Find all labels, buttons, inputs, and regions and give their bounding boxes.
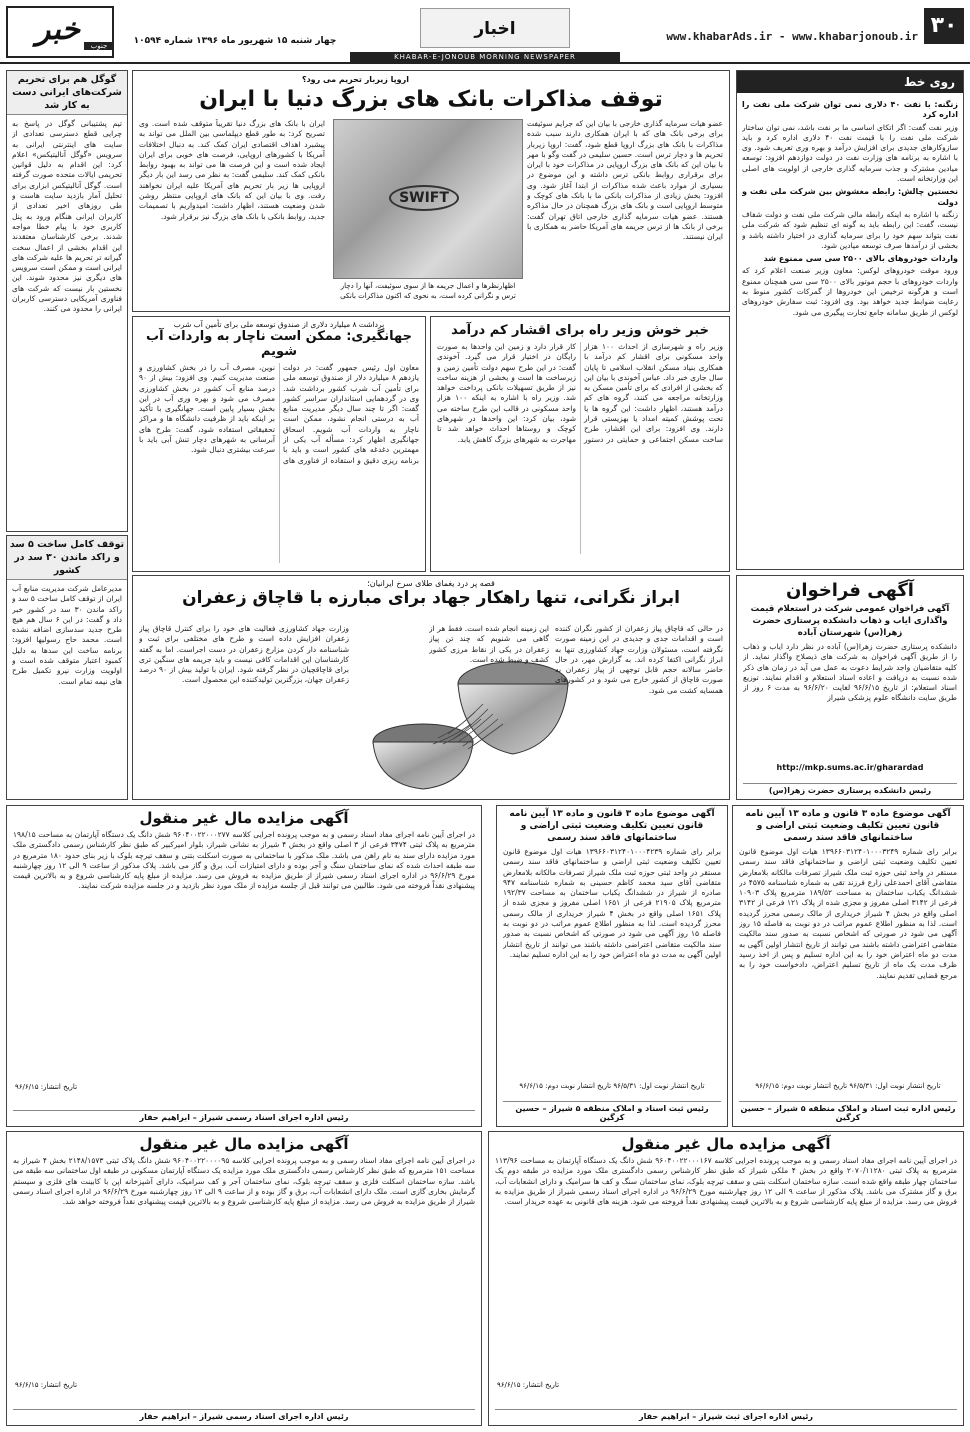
story-headline: جهانگیری: ممکن است ناچار به واردات آب شویم: [146, 329, 412, 359]
ad-title: آگهی فراخوان: [786, 580, 914, 601]
column-header: روی خط: [737, 71, 963, 93]
dams-story: [6, 535, 128, 800]
story-column-middle: این زمینه انجام شده است. فقط هر از گاهی می شنویم که چند تن پیاز زعفران در یکی از نقاط مرزی کشور کشف و ضبط شده است.: [429, 624, 549, 664]
story-headline: توقف مذاکرات بانک های بزرگ دنیا با ایران: [199, 87, 663, 112]
google-sanctions-story: [6, 70, 128, 532]
story-headline: ابراز نگرانی، تنها راهکار جهاد برای مبارزه با قاچاق زعفران: [182, 588, 680, 608]
saffron-story: [132, 575, 730, 800]
story-title: توقف کامل ساخت ۵ سد و راکد ماندن ۳۰ سد در کشور: [7, 536, 127, 580]
call-advertisement: [736, 575, 964, 800]
story-kicker: برداشت ۸ میلیارد دلاری از صندوق توسعه ملی برای تأمین آب شرب: [173, 320, 385, 329]
news-body: ورود موقت خودروهای لوکس: معاون وزیر صنعت اعلام کرد که واردات خودروهای با حجم موتور بالای ۲۵۰۰ سی سی همچنان ممنوع است و هرگونه ترخیص این خودروها از گمرکات کشور منوط به رعایت ضوابط جدید خواهد بود. وی افزود: ثبت سفارش خودروهای لوکس از طریق سامانه جامع تجارت پیگیری می شود.: [742, 266, 958, 317]
notice-signature: رئیس اداره اجرای اسناد رسمی شیراز – ابراهیم حفار: [13, 1409, 475, 1421]
banknotes-photo: [333, 119, 523, 279]
story-kicker: اروپا زیربار تحریم می رود؟: [301, 75, 409, 84]
column-body: [742, 97, 958, 567]
notice-body: برابر رای شماره ۱۳۹۶۶۰۳۱۲۴۰۱۰۰۰۳۲۴۹ هیات اول موضوع قانون تعیین تکلیف وضعیت ثبتی اراضی و ساختمانهای فاقد سند رسمی مستقر در واحد ثبتی حوزه ثبت ملک شیراز تصرفات مالکانه بلامعارض متقاضی آقای احمدعلی زارع فرزند تقی به شماره شناسنامه ۴۵۷۵ در ششدانگ یکباب ساختمان به مساحت ۱۸۹/۵۲ مترمربع پلاک ۱۰۹۰۳ فرعی از ۳۱۴۲ اصلی مفروز و مجزی شده از پلاک ۱۲۱ فرعی از ۳۱۴۲ اصلی واقع در بخش ۴ شیراز خریداری از مالک رسمی محرز گردیده است. لذا به منظور اطلاع عموم مراتب در دو نوبت به فاصله ۱۵ روز آگهی می شود در صورتی که اشخاص نسبت به صدور سند مالکیت متقاضی اعتراضی داشته باشند می توانند از تاریخ انتشار اولین آگهی به مدت دو ماه اعتراض خود را به این اداره تسلیم و پس از اخذ رسید ظرف مدت یک ماه از تاریخ تسلیم اعتراض، دادخواست خود را به مرجع قضایی تقدیم نمایند.: [739, 847, 957, 980]
ad-subtitle: آگهی فراخوان عمومی شرکت در استعلام قیمت واگذاری ایاب و ذهاب دانشکده پرستاری حضرت زهرا(س) شهرستان آباده: [750, 604, 950, 638]
notice-body: برابر رای شماره ۱۳۹۶۶۰۳۱۲۴۰۱۰۰۰۴۲۳۹ هیات اول موضوع قانون تعیین تکلیف وضعیت ثبتی اراضی و ساختمانهای فاقد سند رسمی مستقر در واحد ثبتی حوزه ثبت ملک شیراز تصرفات مالکانه بلامعارض متقاضی آقای سید محمد کاظم حسینی به شماره شناسنامه ۹۴۷ صادره از شیراز در ششدانگ یکباب ساختمان به مساحت ۱۹۲/۳۷ مترمربع پلاک ۲۱۹۰۵ فرعی از ۱۶۵۱ اصلی مفروز و مجزی شده از پلاک ۱۶۵۱ اصلی واقع در بخش ۴ شیراز خریداری از مالک رسمی محرز گردیده است. لذا به منظور اطلاع عموم مراتب در دو نوبت به فاصله ۱۵ روز آگهی می شود در صورتی که اشخاص نسبت به صدور سند مالکیت متقاضی اعتراضی داشته باشند می توانند از تاریخ انتشار اولین آگهی به مدت دو ماه اعتراض خود را به این اداره تسلیم نمایند.: [503, 847, 721, 959]
news-body: زنگنه با اشاره به اینکه رابطه مالی شرکت ملی نفت و دولت شفاف نیست، گفت: این رابطه باید به گونه ای تنظیم شود که شرکت ملی نفت بتواند سهم خود را برای سرمایه گذاری در اختیار داشته باشد و بخشی از درآمدها صرف توسعه میادین شود.: [742, 209, 958, 250]
news-headline: زنگنه: با نفت ۴۰ دلاری نمی توان شرکت ملی نفت را اداره کرد: [742, 100, 958, 120]
story-column-left: ایران با بانک های بزرگ دنیا تقریباً متوقف شده است. وی تصریح کرد: به طور قطع دیپلماسی بین الملل می تواند به پیشبرد اهداف اقتصادی ایران کمک کند. به دنبال اختلافات آمریکا با کشورهای اروپایی، فرصت های خوبی برای ایران ایجاد شده است و این فرصت ها می تواند به بهبود روابط بانکی کمک کند. سلیمی گفت: به نظر می رسد این بار دیگر اروپایی ها زیر بار تحریم های آمریکا علیه ایران نخواهند رفت. وی با بیان این که بانک های اروپایی منتظر روشن شدن وضعیت هستند، اظهار داشت: امیدواریم با تصمیمات جدید، روابط بانکی با بانک های بزرگ نیز برقرار شود.: [139, 119, 325, 221]
story-body: معاون اول رئیس جمهور گفت: در دولت یازدهم ۸ میلیارد دلار از صندوق توسعه ملی برای تأمین آب شرب کشور برداشت شد. وی در گردهمایی استانداران سراسر کشور گفت: اگر تا چند سال دیگر مدیریت منابع آب به درستی انجام نشود، ممکن است ناچار به واردات آب شویم. اسحاق جهانگیری اظهار کرد: مسأله آب یکی از مهمترین دغدغه های کشور است و باید با برنامه ریزی دقیق و استفاده از فناوری های نوین، مصرف آب را در بخش کشاورزی و صنعت مدیریت کنیم. وی افزود: بیش از ۹۰ درصد منابع آب کشور در بخش کشاورزی مصرف می شود و بهره وری آب در این بخش بسیار پایین است. جهانگیری با تأکید بر اینکه باید از ظرفیت دانشگاه ها و مراکز تحقیقاتی استفاده شود، گفت: طرح های آبرسانی به شهرهای دچار تنش آبی باید با سرعت بیشتری دنبال شود.: [139, 363, 419, 465]
notice-dates: تاریخ انتشار نوبت اول: ۹۶/۵/۳۱ تاریخ انتشار نوبت دوم: ۹۶/۶/۱۵: [519, 1082, 705, 1090]
notice-dates: تاریخ انتشار: ۹۶/۶/۱۵: [15, 1381, 78, 1389]
site-urls[interactable]: www.khabarAds.ir - www.khabarjonoub.ir: [666, 30, 918, 43]
swift-lead-story: [132, 70, 730, 312]
logo-sub: جنوب: [84, 42, 114, 50]
ad-url[interactable]: http://mkp.sums.ac.ir/gharardad: [776, 763, 924, 772]
story-headline: خبر خوش وزیر راه برای اقشار کم درآمد: [451, 323, 709, 338]
story-column-right: عضو هیات سرمایه گذاری خارجی با بیان این که جرایم سوئیفت برای برخی بانک های که با ایران همکاری دارند سبب شده مذاکرات با بانک های بزرگ اروپا قطع شود، گفت: اروپا زیربار تحریم ها و دچار ترس است. حسین سلیمی در گفت وگو با مهر با بیان این که بانک های بزرگ اروپایی در مذاکرات خود با ایران برای برقراری روابط بانکی ترس داشته و این موضوع در بسیاری از موارد باعث شده مذاکرات از ابتدا آغاز شود. وی افزود: بخش زیادی از مذاکرات بانکی ما با بانک های کوچک و متوسط اروپایی است و بانک های بزرگ همچنان در حال مذاکره هستند. عضو هیات سرمایه گذاری خارجی اتاق تهران گفت: برخی از بانک ها از ترس جریمه های آمریکا حاضر به همکاری با ایران نیستند.: [527, 119, 723, 242]
notice-title: آگهی مزایده مال غیر منقول: [621, 1135, 831, 1153]
notice-dates: تاریخ انتشار: ۹۶/۶/۱۵: [497, 1381, 560, 1389]
notice-title: آگهی مزایده مال غیر منقول: [139, 1135, 349, 1153]
news-body: وزیر نفت گفت: اگر اتکای اساسی ما بر نفت باشد، نمی توان ساختار شرکت ملی نفت را با قیمت نفت ۴۰ دلاری اداره کرد و باید سازوکارهای جدیدی برای افزایش درآمد و بهره وری تعریف شود. وی با اشاره به برنامه های وزارت نفت در دولت دوازدهم افزود: توسعه میادین مشترک و جذب سرمایه گذاری خارجی از اولویت های اصلی این وزارتخانه است.: [742, 122, 958, 184]
story-column-right: در حالی که قاچاق پیاز زعفران از کشور نگران کننده است و اقدامات جدی و جدیدی در این زمینه صورت نگرفته است، مسئولان وزارت جهاد کشاورزی تنها به ابراز نگرانی اکتفا کرده اند. به گزارش مهر، در حال حاضر سالانه حجم قابل توجهی از پیاز زعفران به صورت قاچاق از کشور خارج می شود و در کشورهای همسایه کشت می شود.: [555, 624, 723, 695]
newspaper-subline: KHABAR-E-JONOUB MORNING NEWSPAPER: [350, 52, 620, 62]
story-body: مدیرعامل شرکت مدیریت منابع آب ایران از توقف کامل ساخت ۵ سد و راکد ماندن ۳۰ سد در کشور خبر داد و گفت: در این ۶ سال هم هیچ طرح جدید سدسازی اضافه نشده است. محمد حاج رسولیها افزود: برنامه ساخت این سدها به دلیل کمبود اعتبار متوقف شده است و اولویت وزارت نیرو تکمیل طرح های نیمه تمام است.: [12, 584, 122, 686]
notice-dates: تاریخ انتشار نوبت اول: ۹۶/۵/۳۱ تاریخ انتشار نوبت دوم: ۹۶/۶/۱۵: [755, 1082, 941, 1090]
issue-date-line: چهار شنبه ۱۵ شهریور ماه ۱۳۹۶ شماره ۱۰۵۹۴: [133, 36, 337, 46]
story-column-left: وزارت جهاد کشاورزی فعالیت های خود را برای کنترل قاچاق پیاز زعفران افزایش داده است و طرح های مختلفی برای ثبت و شناسنامه دار کردن مزارع زعفران در دست اجراست. اما به گفته کارشناسان این اقدامات کافی نیست و باید جریمه های سنگین تری برای قاچاقچیان در نظر گرفته شود. ایران با تولید بیش از ۹۰ درصد زعفران جهان، بزرگترین تولیدکننده این محصول است.: [139, 624, 349, 685]
news-headline: واردات خودروهای بالای ۲۵۰۰ سی سی ممنوع شد: [763, 254, 958, 264]
story-body: وزیر راه و شهرسازی از احداث ۱۰۰ هزار واحد مسکونی برای اقشار کم درآمد با همکاری بنیاد مسکن انقلاب اسلامی تا پایان سال جاری خبر داد. عباس آخوندی با بیان این که بخشی از افرادی که برای تأمین مسکن به وزارتخانه مراجعه می کنند، گروه های کم درآمد هستند، اظهار داشت: این گروه ها یا تحت پوشش کمیته امداد یا بهزیستی قرار دارند. وی افزود: برای این اقشار، طرح ساخت مسکن اجتماعی و حمایتی در دستور کار قرار دارد و زمین این واحدها به صورت رایگان در اختیار قرار می گیرد. آخوندی گفت: در این طرح سهم دولت تأمین زمین و زیرساخت ها است و بخشی از هزینه ساخت نیز از طریق تسهیلات بانکی پرداخت خواهد شد. وزیر راه با اشاره به اینکه ۱۰۰ هزار واحد مسکونی در قالب این طرح ساخته می شود، بیان کرد: این واحدها در شهرهای کوچک و روستاها احداث خواهد شد تا مهاجرت به شهرهای بزرگ کاهش یابد.: [437, 342, 723, 444]
ad-body: دانشکده پرستاری حضرت زهرا(س) آباده در نظر دارد ایاب و ذهاب را از طریق آگهی فراخوان به شرکت های ذیصلاح واگذار نماید. از کلیه متقاضیان واجد شرایط دعوت به عمل می آید در زمان های ذکر شده نسبت به دریافت و اعاده اسناد استعلام و اقدام نمایند. توزیع اسناد استعلام: از تاریخ ۹۶/۶/۱۵ لغایت ۹۶/۶/۲۰ به مدت ۶ روز از طریق سایت دانشگاه علوم پزشکی شیراز: [743, 642, 957, 703]
notice-title: آگهی مزایده مال غیر منقول: [139, 809, 349, 827]
story-title: گوگل هم برای تحریم شرکت‌های ایرانی دست به کار شد: [7, 71, 127, 115]
section-title: اخبار: [420, 8, 570, 48]
registration-notice-2: [496, 805, 728, 1127]
masthead: [0, 0, 970, 64]
notice-title: آگهی موضوع ماده ۳ قانون و ماده ۱۳ آیین نامه قانون تعیین تکلیف وضعیت ثبتی اراضی و ساختمانهای فاقد سند رسمی: [509, 809, 715, 843]
page-number: ۳۰: [924, 8, 964, 44]
auction-notice-5: [6, 1131, 482, 1426]
auction-notice-3: [6, 805, 482, 1127]
notice-signature: رئیس اداره اجرای ثبت شیراز – ابراهیم حفار: [495, 1409, 957, 1421]
swift-logo-text: SWIFT: [389, 185, 459, 211]
on-the-line-column: [736, 70, 964, 570]
auction-notice-4: [488, 1131, 964, 1426]
notice-dates: تاریخ انتشار: ۹۶/۶/۱۵: [15, 1083, 78, 1091]
water-import-story: [132, 316, 426, 572]
logo-word: خبر: [35, 12, 81, 47]
news-headline: نخستین چالش: رابطه مغشوش بین شرکت ملی نفت و دولت: [742, 187, 958, 207]
notice-title: آگهی موضوع ماده ۳ قانون و ماده ۱۳ آیین نامه قانون تعیین تکلیف وضعیت ثبتی اراضی و ساختمانهای فاقد سند رسمی: [745, 809, 951, 843]
photo-caption: اظهارنظرها و اعمال جریمه ها از سوی سوئیفت، آنها را دچار ترس و نگرانی کرده است، به نحوی که اکنون مذاکرات بانکی: [340, 282, 516, 300]
notice-signature: رئیس اداره ثبت اسناد و املاک منطقه ۵ شیراز – حسین کرگین: [739, 1101, 957, 1122]
notice-body: در اجرای آیین نامه اجرای مفاد اسناد رسمی و به موجب پرونده اجرایی کلاسه ۹۶۰۴۰۰۲۲۰۰۰۰۹۵ شش دانگ پلاک ثبتی ۲۱۴۸/۱۵۷۳ بخش ۴ شیراز به مساحت ۱۵۱ مترمربع که طبق نظر کارشناس رسمی دادگستری ملک مورد مزایده یک دستگاه آپارتمان مسکونی در طبقه اول ساختمانی سه طبقه می باشد. سازه ساختمان اسکلت فلزی و سقف تیرچه بلوک، نمای ساختمان آجر و کف سرامیک، دارای آشپزخانه اپن با کابینت های فلزی و سیستم گرمایش بخاری گازی است. ملک دارای انشعابات آب، برق و گاز بوده و از ساعت ۹ الی ۱۲ روز چهارشنبه مورخ ۹۶/۶/۲۹ در اداره اجرای اسناد رسمی شیراز از طریق مزایده به فروش می رسد. مزایده از مبلغ پایه کارشناسی شروع و به بالاترین قیمت پیشنهادی نقداً فروخته خواهد شد.: [13, 1156, 475, 1207]
story-kicker: قصه پر درد یغمای طلای سرخ ایرانیان؛: [367, 579, 495, 588]
notice-signature: رئیس ثبت اسناد و املاک منطقه ۵ شیراز – حسین کرگین: [503, 1101, 721, 1122]
notice-signature: رئیس اداره اجرای اسناد رسمی شیراز – ابراهیم حفار: [13, 1110, 475, 1122]
newspaper-logo: [6, 6, 114, 58]
ad-signature: رئیس دانشکده پرستاری حضرت زهرا(س): [743, 783, 957, 795]
registration-notice-1: [732, 805, 964, 1127]
notice-body: در اجرای آیین نامه اجرای مفاد اسناد رسمی و به موجب پرونده اجرایی کلاسه ۹۶۰۴۰۰۲۲۰۰۰۲۷۷ شش دانگ یک دستگاه آپارتمان به مساحت ۱۹۸/۱۵ مترمربع به پلاک ثبتی ۳۴۷۴ فرعی از ۳ اصلی واقع در بخش ۴ شیراز به نشانی شیراز، بلوار امیرکبیر که طبق نظر کارشناس رسمی دادگستری ملک مورد مزایده دارای سند به نام راهن می باشد. ملک مذکور با ساختمانی به صورت اسکلت بتنی و سقف تیرچه بلوک با زیر بنای حدود ۱۸۰ مترمربع در سه طبقه احداث شده که نمای ساختمان سنگ و آجر بوده و دارای امتیازات آب، برق و گاز می باشد. پلاک مذکور از ساعت ۹ الی ۱۲ روز چهارشنبه مورخ ۹۶/۶/۲۹ در اداره اجرای اسناد رسمی شیراز از طریق مزایده به فروش می رسد. مزایده از مبلغ پایه کارشناسی شروع و به بالاترین قیمت پیشنهادی نقداً فروخته می شود. طالبین می توانند قبل از جلسه مزایده از ملک مورد نظر بازدید و در جلسه مزایده شرکت نمایند.: [13, 830, 475, 891]
housing-story: [430, 316, 730, 572]
story-body: تیم پشتیبانی گوگل در پاسخ به چرایی قطع دسترسی تعدادی از سایت های اینترنتی ایرانی به سرویس «گوگل آنالیتیکس» اعلام کرد: این اقدام به دلیل قوانین تحریمی ایالات متحده صورت گرفته است. گوگل آنالیتیکس ابزاری برای تحلیل آمار بازدید سایت هاست و طی روزهای اخیر تعدادی از کاربران ایرانی هنگام ورود به پنل کاربری خود با پیام خطا مواجه شدند. برخی کارشناسان معتقدند این اقدام بخشی از اعمال سخت گیرانه تر تحریم ها علیه شرکت های ایرانی است و ممکن است سرویس های دیگری نیز محدود شوند. این نخستین بار نیست که شرکت های فناوری آمریکایی دسترسی کاربران ایرانی را محدود می کنند.: [12, 119, 122, 314]
notice-body: در اجرای آیین نامه اجرای مفاد اسناد رسمی و به موجب پرونده اجرایی کلاسه ۹۶۰۴۰۰۲۲۰۰۰۱۶۷ شش دانگ یک دستگاه آپارتمان به مساحت ۱۱۳/۹۶ مترمربع به پلاک ثبتی ۲۰۷۰/۱۱۲۸۰ واقع در بخش ۴ ملکی شیراز که طبق نظر کارشناس رسمی دادگستری ملک مورد مزایده در طبقه دوم یک ساختمان چهار طبقه واقع شده است. سازه ساختمان اسکلت بتنی و سقف تیرچه بلوک، نمای ساختمان سنگ و کف ها سرامیک و دارای انشعابات آب، برق و گاز مشترک می باشد. پلاک مذکور از ساعت ۹ الی ۱۲ روز چهارشنبه مورخ ۹۶/۶/۲۹ در اداره اجرای اسناد رسمی شیراز از طریق مزایده به فروش می رسد. مزایده از مبلغ پایه کارشناسی شروع و به بالاترین قیمت پیشنهادی نقداً فروخته می شود. هزینه های قانونی به عهده خریدار است.: [495, 1156, 957, 1207]
